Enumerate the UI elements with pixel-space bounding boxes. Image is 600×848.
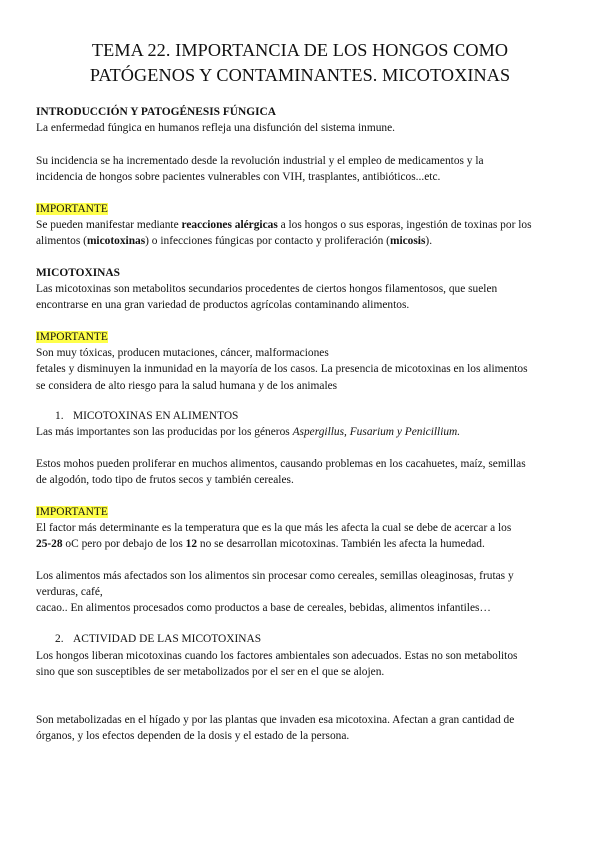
sec2-p2-line-1: Son metabolizadas en el hígado y por las plantas que invaden esa micotoxina. Afectan a gran cantidad de — [36, 714, 515, 726]
micotoxinas-heading: MICOTOXINAS — [36, 267, 120, 279]
intro-heading: INTRODUCCIÓN Y PATOGÉNESIS FÚNGICA — [36, 106, 276, 118]
section-1-paragraph-2 — [36, 456, 566, 488]
foods-line-2: verduras, café, — [36, 586, 103, 599]
section-2-title: ACTIVIDAD DE LAS MICOTOXINAS — [73, 633, 262, 645]
foods-line-1: Los alimentos más afectados son los alimentos sin procesar como cereales, semillas oleaginosas, frutas y — [36, 570, 514, 582]
foods-line-3: cacao.. En alimentos procesados como productos a base de cereales, bebidas, alimentos infantiles… — [36, 602, 491, 615]
importante-label-2: IMPORTANTE — [36, 331, 108, 343]
importante-label-3: IMPORTANTE — [36, 506, 108, 518]
importante-block-1 — [36, 201, 566, 250]
imp1-line-1: Se pueden manifestar mediante reacciones alérgicas a los hongos o sus esporas, ingestión de toxinas por los — [36, 219, 532, 232]
myco-line-1: Las micotoxinas son metabolitos secundarios procedentes de ciertos hongos filamentosos, que suelen — [36, 283, 498, 296]
sec2-line-2: sino que son susceptibles de ser metabolizados por el ser en el que se alojen. — [36, 666, 385, 679]
intro-paragraph-1: La enfermedad fúngica en humanos refleja una disfunción del sistema inmune. — [36, 122, 395, 135]
section-1-title: MICOTOXINAS EN ALIMENTOS — [73, 410, 239, 422]
intro-paragraph-2 — [36, 153, 566, 185]
page-title — [40, 38, 560, 88]
myco-line-2: encontrarse en una gran variedad de productos agrícolas contaminando alimentos. — [36, 299, 410, 312]
section-1-number: 1. — [55, 410, 64, 422]
imp2-line-3: se considera de alto riesgo para la salud humana y de los animales — [36, 379, 338, 392]
imp2-line-2: fetales y disminuyen la inmunidad en la mayoría de los casos. La presencia de micotoxinas en los alimentos — [36, 363, 528, 376]
sec2-p2-line-2: órganos, y los efectos dependen de la dosis y el estado de la persona. — [36, 730, 350, 743]
title-line-1: TEMA 22. IMPORTANCIA DE LOS HONGOS COMO — [91, 40, 509, 60]
section-1-line-1: Las más importantes son las producidas por los géneros Aspergillus, Fusarium y Penicillium. — [36, 426, 461, 438]
intro-p2-line-2: incidencia de hongos sobre pacientes vulnerables con VIH, trasplantes, antibióticos...etc. — [36, 171, 441, 184]
intro-p2-line-1: Su incidencia se ha incrementado desde la revolución industrial y el empleo de medicamentos y la — [36, 155, 484, 167]
imp2-line-1: Son muy tóxicas, producen mutaciones, cáncer, malformaciones — [36, 347, 329, 360]
imp3-line-2: 25-28 oC pero por debajo de los 12 no se desarrollan micotoxinas. También les afecta la humedad. — [36, 538, 485, 551]
title-line-2: PATÓGENOS Y CONTAMINANTES. MICOTOXINAS — [89, 65, 511, 85]
sec1-p2-line-2: de algodón, todo tipo de frutos secos y también cereales. — [36, 474, 294, 487]
imp1-line-2: alimentos (micotoxinas) o infecciones fúngicas por contacto y proliferación (micosis). — [36, 235, 433, 248]
sec2-line-1: Los hongos liberan micotoxinas cuando los factores ambientales son adecuados. Estas no son metabolitos — [36, 650, 518, 662]
importante-block-3 — [36, 504, 566, 553]
micotoxinas-section — [36, 265, 566, 314]
imp3-line-1: El factor más determinante es la temperatura que es la que más les afecta la cual se debe de acercar a los — [36, 522, 512, 535]
importante-label-1: IMPORTANTE — [36, 203, 108, 215]
section-2-paragraph-1 — [36, 648, 566, 680]
sec1-p2-line-1: Estos mohos pueden proliferar en muchos alimentos, causando problemas en los cacahuetes, maíz, semillas — [36, 458, 526, 470]
importante-block-2 — [36, 329, 566, 394]
section-2-number: 2. — [55, 633, 64, 645]
section-2-paragraph-2 — [36, 712, 566, 744]
foods-paragraph — [36, 568, 566, 617]
intro-section — [36, 104, 566, 136]
